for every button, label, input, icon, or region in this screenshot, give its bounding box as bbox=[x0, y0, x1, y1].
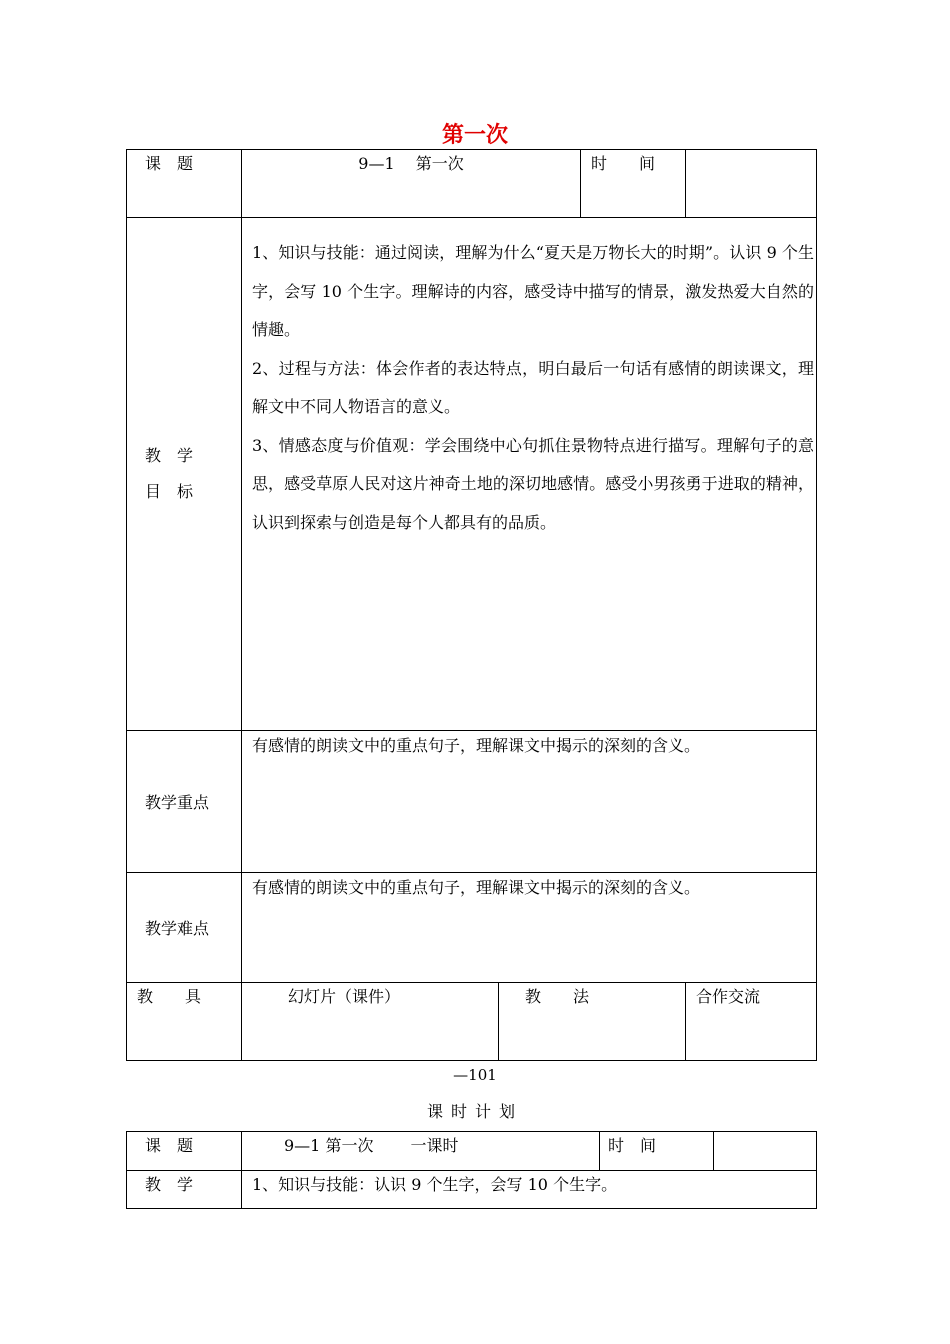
key-points-cell bbox=[242, 731, 817, 873]
key-points-label: 教学重点 bbox=[145, 793, 210, 812]
topic-label-2: 课 题 bbox=[145, 1136, 194, 1155]
objective-item: 3、情感态度与价值观：学会围绕中心句抓住景物特点进行描写。理解句子的意思，感受草原人民对这片神奇土地的深切地感情。感受小男孩勇于进取的精神，认识到探索与创造是每个人都具有的品质。 bbox=[252, 435, 815, 532]
tools-label-cell bbox=[127, 983, 242, 1061]
objectives-cell-2 bbox=[242, 1171, 817, 1209]
objectives-row-2 bbox=[127, 1171, 817, 1209]
objective-item: 1、知识与技能：通过阅读，理解为什么“夏天是万物长大的时期”。认识 9 个生字，会写 10 个生字。理解诗的内容，感受诗中描写的情景，激发热爱大自然的情趣。 bbox=[252, 243, 815, 339]
tools-row bbox=[127, 983, 817, 1061]
method-label: 教 法 bbox=[525, 987, 590, 1006]
topic-value: 9—1 第一次 bbox=[358, 154, 464, 173]
topic-value-cell bbox=[242, 150, 581, 218]
key-points-text: 有感情的朗读文中的重点句子，理解课文中揭示的深刻的含义。 bbox=[252, 736, 701, 755]
objectives-label-line2: 目 标 bbox=[145, 482, 194, 501]
key-points-label-cell bbox=[127, 731, 242, 873]
lesson-plan-table bbox=[126, 149, 817, 1061]
tools-value: 幻灯片（课件） bbox=[288, 987, 401, 1006]
difficulties-text: 有感情的朗读文中的重点句子，理解课文中揭示的深刻的含义。 bbox=[252, 878, 701, 897]
time-label: 时 间 bbox=[591, 154, 656, 173]
difficulties-cell bbox=[242, 873, 817, 983]
objectives-label-cell-2 bbox=[127, 1171, 242, 1209]
time-label-cell bbox=[581, 150, 686, 218]
page-number: —101 bbox=[453, 1066, 497, 1084]
time-value bbox=[686, 150, 816, 154]
method-value-cell bbox=[686, 983, 817, 1061]
plan-title: 课时计划 bbox=[426, 1102, 523, 1121]
method-value: 合作交流 bbox=[696, 987, 761, 1006]
method-label-cell bbox=[499, 983, 686, 1061]
objectives-content bbox=[242, 218, 817, 731]
topic-label-cell-2 bbox=[127, 1132, 242, 1171]
difficulties-label-cell bbox=[127, 873, 242, 983]
time-value-cell-2 bbox=[714, 1132, 817, 1171]
topic-label: 课 题 bbox=[145, 154, 194, 173]
objectives-first-2: 1、知识与技能：认识 9 个生字，会写 10 个生字。 bbox=[252, 1175, 618, 1194]
time-label-2: 时 间 bbox=[608, 1136, 657, 1155]
objectives-label bbox=[145, 438, 241, 510]
difficulties-row bbox=[127, 873, 817, 983]
objectives-label-2: 教 学 bbox=[145, 1175, 194, 1194]
topic-value-2: 9—1 第一次 一课时 bbox=[284, 1136, 459, 1155]
objectives-label-line1: 教 学 bbox=[145, 446, 194, 465]
difficulties-label: 教学难点 bbox=[145, 919, 210, 938]
time-label-cell-2 bbox=[600, 1132, 714, 1171]
objectives-row bbox=[127, 218, 817, 731]
topic-label-cell bbox=[127, 150, 242, 218]
lesson-plan-table-2 bbox=[126, 1131, 817, 1209]
topic-value-cell-2 bbox=[242, 1132, 600, 1171]
objectives-label-cell bbox=[127, 218, 242, 731]
key-points-row bbox=[127, 731, 817, 873]
time-value-2 bbox=[714, 1132, 816, 1136]
page-title: 第一次 bbox=[441, 122, 508, 148]
tools-value-cell bbox=[242, 983, 499, 1061]
topic-row-2 bbox=[127, 1132, 817, 1171]
tools-label: 教 具 bbox=[137, 987, 202, 1006]
topic-row bbox=[127, 150, 817, 218]
objective-item: 2、过程与方法：体会作者的表达特点，明白最后一句话有感情的朗读课文，理解文中不同人物语言的意义。 bbox=[252, 358, 815, 416]
time-value-cell bbox=[686, 150, 817, 218]
